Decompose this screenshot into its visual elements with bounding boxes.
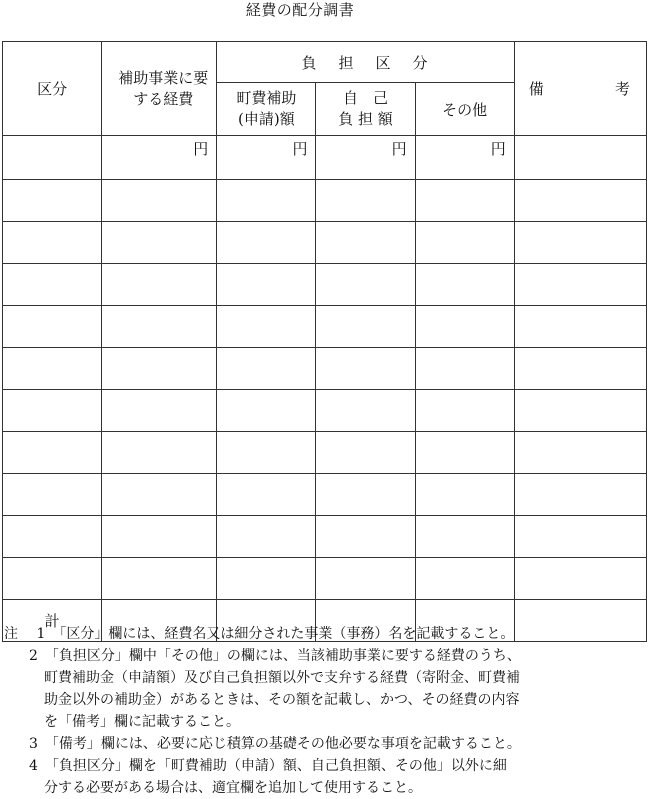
header-project-expense [102,42,217,136]
table-cell[interactable] [217,390,316,432]
note-2-line2: 町費補助金（申請額）及び自己負担額以外で支弁する経費（寄附金、町費補 [44,670,520,686]
table-cell[interactable] [217,558,316,600]
table-row [3,348,647,390]
header-burden-category: 負担区分 [217,42,514,83]
yen-unit: 円 [102,136,217,180]
table-cell[interactable] [3,432,102,474]
table-cell[interactable] [102,474,217,516]
table-cell[interactable] [3,306,102,348]
notes-prefix: 注 [4,626,18,642]
table-cell[interactable] [514,516,646,558]
header-town-subsidy [217,83,316,136]
table-cell[interactable] [3,474,102,516]
note-2-line1: 2 「負担区分」欄中「その他」の欄には、当該補助事業に要する経費のうち、 [29,648,521,664]
note-1 [4,623,644,645]
table-row [3,390,647,432]
table-cell[interactable] [316,306,415,348]
table-cell[interactable] [316,264,415,306]
table-cell[interactable] [102,306,217,348]
table-row [3,432,647,474]
note-2-line3: 助金以外の補助金）があるときは、その額を記載し、かつ、その経費の内容 [44,692,520,708]
table-row [3,516,647,558]
table-cell[interactable] [217,222,316,264]
table-cell[interactable] [415,264,514,306]
table-row [3,474,647,516]
table-cell[interactable] [514,558,646,600]
table-cell[interactable] [415,348,514,390]
table-cell[interactable] [514,264,646,306]
table-cell[interactable] [217,432,316,474]
table-cell[interactable] [415,516,514,558]
table-cell[interactable] [217,516,316,558]
table-cell[interactable] [514,432,646,474]
table-cell[interactable] [102,516,217,558]
table-cell[interactable] [316,222,415,264]
note-1-text: 1 「区分」欄には、経費名又は細分された事業（事務）名を記載すること。 [36,626,515,642]
table-cell[interactable] [514,474,646,516]
table-row [3,264,647,306]
header-self-burden [316,83,415,136]
table-cell[interactable] [415,432,514,474]
table-row [3,180,647,222]
header-town-subsidy-line2: (申請)額 [238,110,295,128]
table-cell[interactable] [415,474,514,516]
table-cell[interactable] [217,180,316,222]
note-4-line2: 分する必要がある場合は、適宜欄を追加して使用すること。 [44,780,422,796]
table-cell[interactable] [3,390,102,432]
header-self-burden-line2: 負 担 額 [338,110,393,128]
table-cell[interactable] [3,136,102,180]
table-cell[interactable] [415,390,514,432]
table-row [3,222,647,264]
table-row [3,558,647,600]
total-label: 計 [3,600,102,642]
table-cell[interactable] [514,306,646,348]
table-cell[interactable] [514,390,646,432]
table-cell[interactable] [316,474,415,516]
table-cell[interactable] [102,222,217,264]
yen-unit: 円 [316,136,415,180]
header-project-expense-line2: する経費 [133,89,194,108]
table-cell[interactable] [514,348,646,390]
table-cell[interactable] [316,180,415,222]
header-project-expense-line1: 補助事業に要 [118,68,209,87]
table-cell[interactable] [3,558,102,600]
table-cell[interactable] [514,180,646,222]
table-cell[interactable] [3,516,102,558]
table-cell[interactable] [3,348,102,390]
table-cell[interactable] [415,558,514,600]
table-row [3,136,647,180]
header-self-burden-line1: 自 己 [343,89,389,107]
table-row [3,306,647,348]
header-town-subsidy-line1: 町費補助 [236,89,297,107]
table-cell[interactable] [316,516,415,558]
header-other: その他 [415,83,514,136]
note-4-line1: 4 「負担区分」欄を「町費補助（申請）額、自己負担額、その他」以外に細 [29,758,507,774]
table-cell[interactable] [102,180,217,222]
table-cell[interactable] [102,390,217,432]
table-cell[interactable] [3,222,102,264]
table-cell[interactable] [102,348,217,390]
table-cell[interactable] [217,264,316,306]
note-3: 3 「備考」欄には、必要に応じ積算の基礎その他必要な事項を記載すること。 [29,736,521,752]
note-2-line4: を「備考」欄に記載すること。 [44,714,240,730]
yen-unit: 円 [415,136,514,180]
table-cell[interactable] [514,136,646,180]
header-remarks-left: 備 [528,80,544,98]
table-cell[interactable] [102,558,217,600]
table-cell[interactable] [316,348,415,390]
table-cell[interactable] [316,390,415,432]
table-cell[interactable] [415,222,514,264]
table-cell[interactable] [415,180,514,222]
header-kubun: 区分 [3,42,102,136]
table-cell[interactable] [316,432,415,474]
table-cell[interactable] [514,222,646,264]
yen-unit: 円 [217,136,316,180]
expense-allocation-table [2,41,647,642]
table-cell[interactable] [415,306,514,348]
table-cell[interactable] [217,474,316,516]
table-cell[interactable] [316,558,415,600]
header-remarks [514,42,646,136]
table-cell[interactable] [217,348,316,390]
document-title: 経費の配分調書 [245,1,355,19]
table-cell[interactable] [102,264,217,306]
header-remarks-right: 考 [614,80,630,98]
notes-section [4,623,644,799]
table-cell[interactable] [3,264,102,306]
table-cell[interactable] [217,306,316,348]
table-cell[interactable] [3,180,102,222]
table-cell[interactable] [102,432,217,474]
